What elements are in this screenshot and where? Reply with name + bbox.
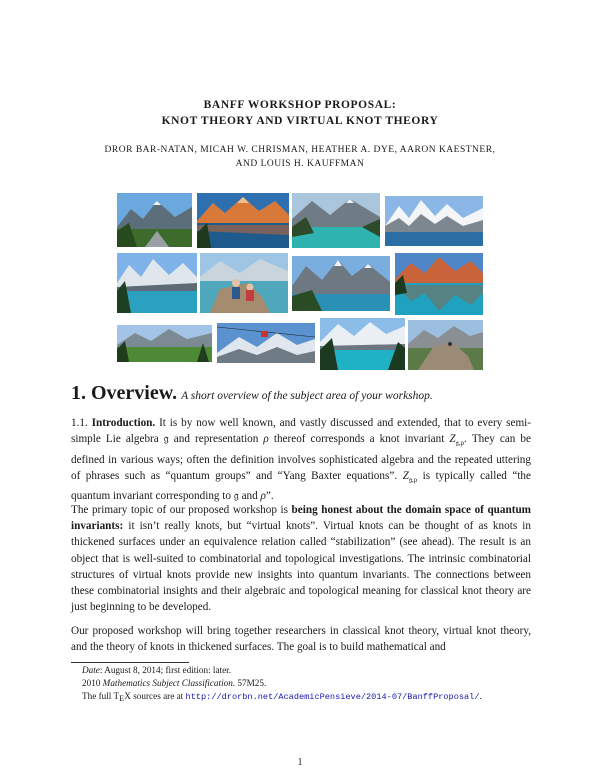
photo-snowy-peaks — [385, 196, 483, 246]
workshop-paragraph: Our proposed workshop will bring together researchers in classical knot theory, virtual knot theory, and the theory of knots in thickened surfaces. The goal is to build mathematical and — [71, 625, 531, 654]
photo-people-on-rocks — [200, 253, 288, 313]
photo-mountain-road — [117, 193, 192, 247]
authors-line2: AND LOUIS H. KAUFFMAN — [235, 159, 365, 169]
footnote-rule — [71, 662, 189, 663]
math-Z: Z — [449, 433, 456, 446]
paper-title-line1: BANFF WORKSHOP PROPOSAL: — [203, 99, 397, 111]
primary-topic-paragraph: The primary topic of our proposed workshop is being honest about the domain space of quantum invariants: it isn’t really knots, but “virtual knots”. Virtual knots can be thought of as knots in thickened surfaces under an equivalence relation called “stabilization” (see ahead). The result is an object that is well-suited to combinatorial and topological investigations. The intrinsic combinatorial structures of virtual knots provide new insights into quantum invariants. The connections between these combinatorial insights and their algebraic and topological meaning for classical knot theory are just beginning to be developed. — [71, 504, 531, 614]
photo-cable-car — [217, 323, 315, 363]
footnote-sources: The full TEX sources are at http://drorbn.net/AcademicPensieve/2014-07/BanffProposal/. — [82, 691, 482, 703]
paper-title-line2: KNOT THEORY AND VIRTUAL KNOT THEORY — [161, 115, 439, 127]
photo-green-meadow — [117, 325, 212, 362]
sources-link[interactable]: http://drorbn.net/AcademicPensieve/2014-07/BanffProposal/ — [185, 692, 480, 702]
photo-sunrise-lake — [197, 193, 289, 248]
section-title: Overview. — [91, 382, 178, 404]
photo-valley-peaks — [292, 256, 390, 311]
math-Z: Z — [402, 469, 409, 482]
photo-reflection-lake — [395, 253, 483, 315]
subsection-number: 1.1. — [71, 417, 88, 429]
footnote-date: Date: August 8, 2014; first edition: later. — [82, 665, 232, 675]
photo-rocky-ridge — [408, 320, 483, 370]
section-number: 1. — [71, 382, 86, 404]
authors-line1: DROR BAR-NATAN, MICAH W. CHRISMAN, HEATHER A. DYE, AARON KAESTNER, — [104, 145, 496, 155]
page-number: 1 — [297, 757, 303, 768]
section-subtitle: A short overview of the subject area of your workshop. — [181, 390, 433, 402]
emphasis-bold: being honest about the domain space of quantum invariants: — [71, 504, 531, 533]
photo-moraine-lake — [117, 253, 197, 313]
subsection-heading: Introduction. — [91, 417, 156, 429]
section-heading — [71, 382, 433, 405]
photo-turquoise-lake — [292, 193, 380, 248]
footnote-msc: 2010 Mathematics Subject Classification. 57M25. — [82, 678, 267, 688]
photo-lake-louise — [320, 318, 405, 370]
introduction-paragraph: 1.1. Introduction. It is by now well known, and vastly discussed and extended, that to every semi-simple Lie algebra 𝔤 and representation ρ thereof corresponds a knot invariant $Z_{𝔤,\rho}$. They can be defined in various ways; often the definition involves sophisticated algebra and the repeated uttering of phrases such as “quantum groups” and “Yang Baxter equations”. $Z_{𝔤,\rho}$ is typically called “the quantum invariant corresponding to 𝔤 and ρ”. — [71, 417, 532, 503]
